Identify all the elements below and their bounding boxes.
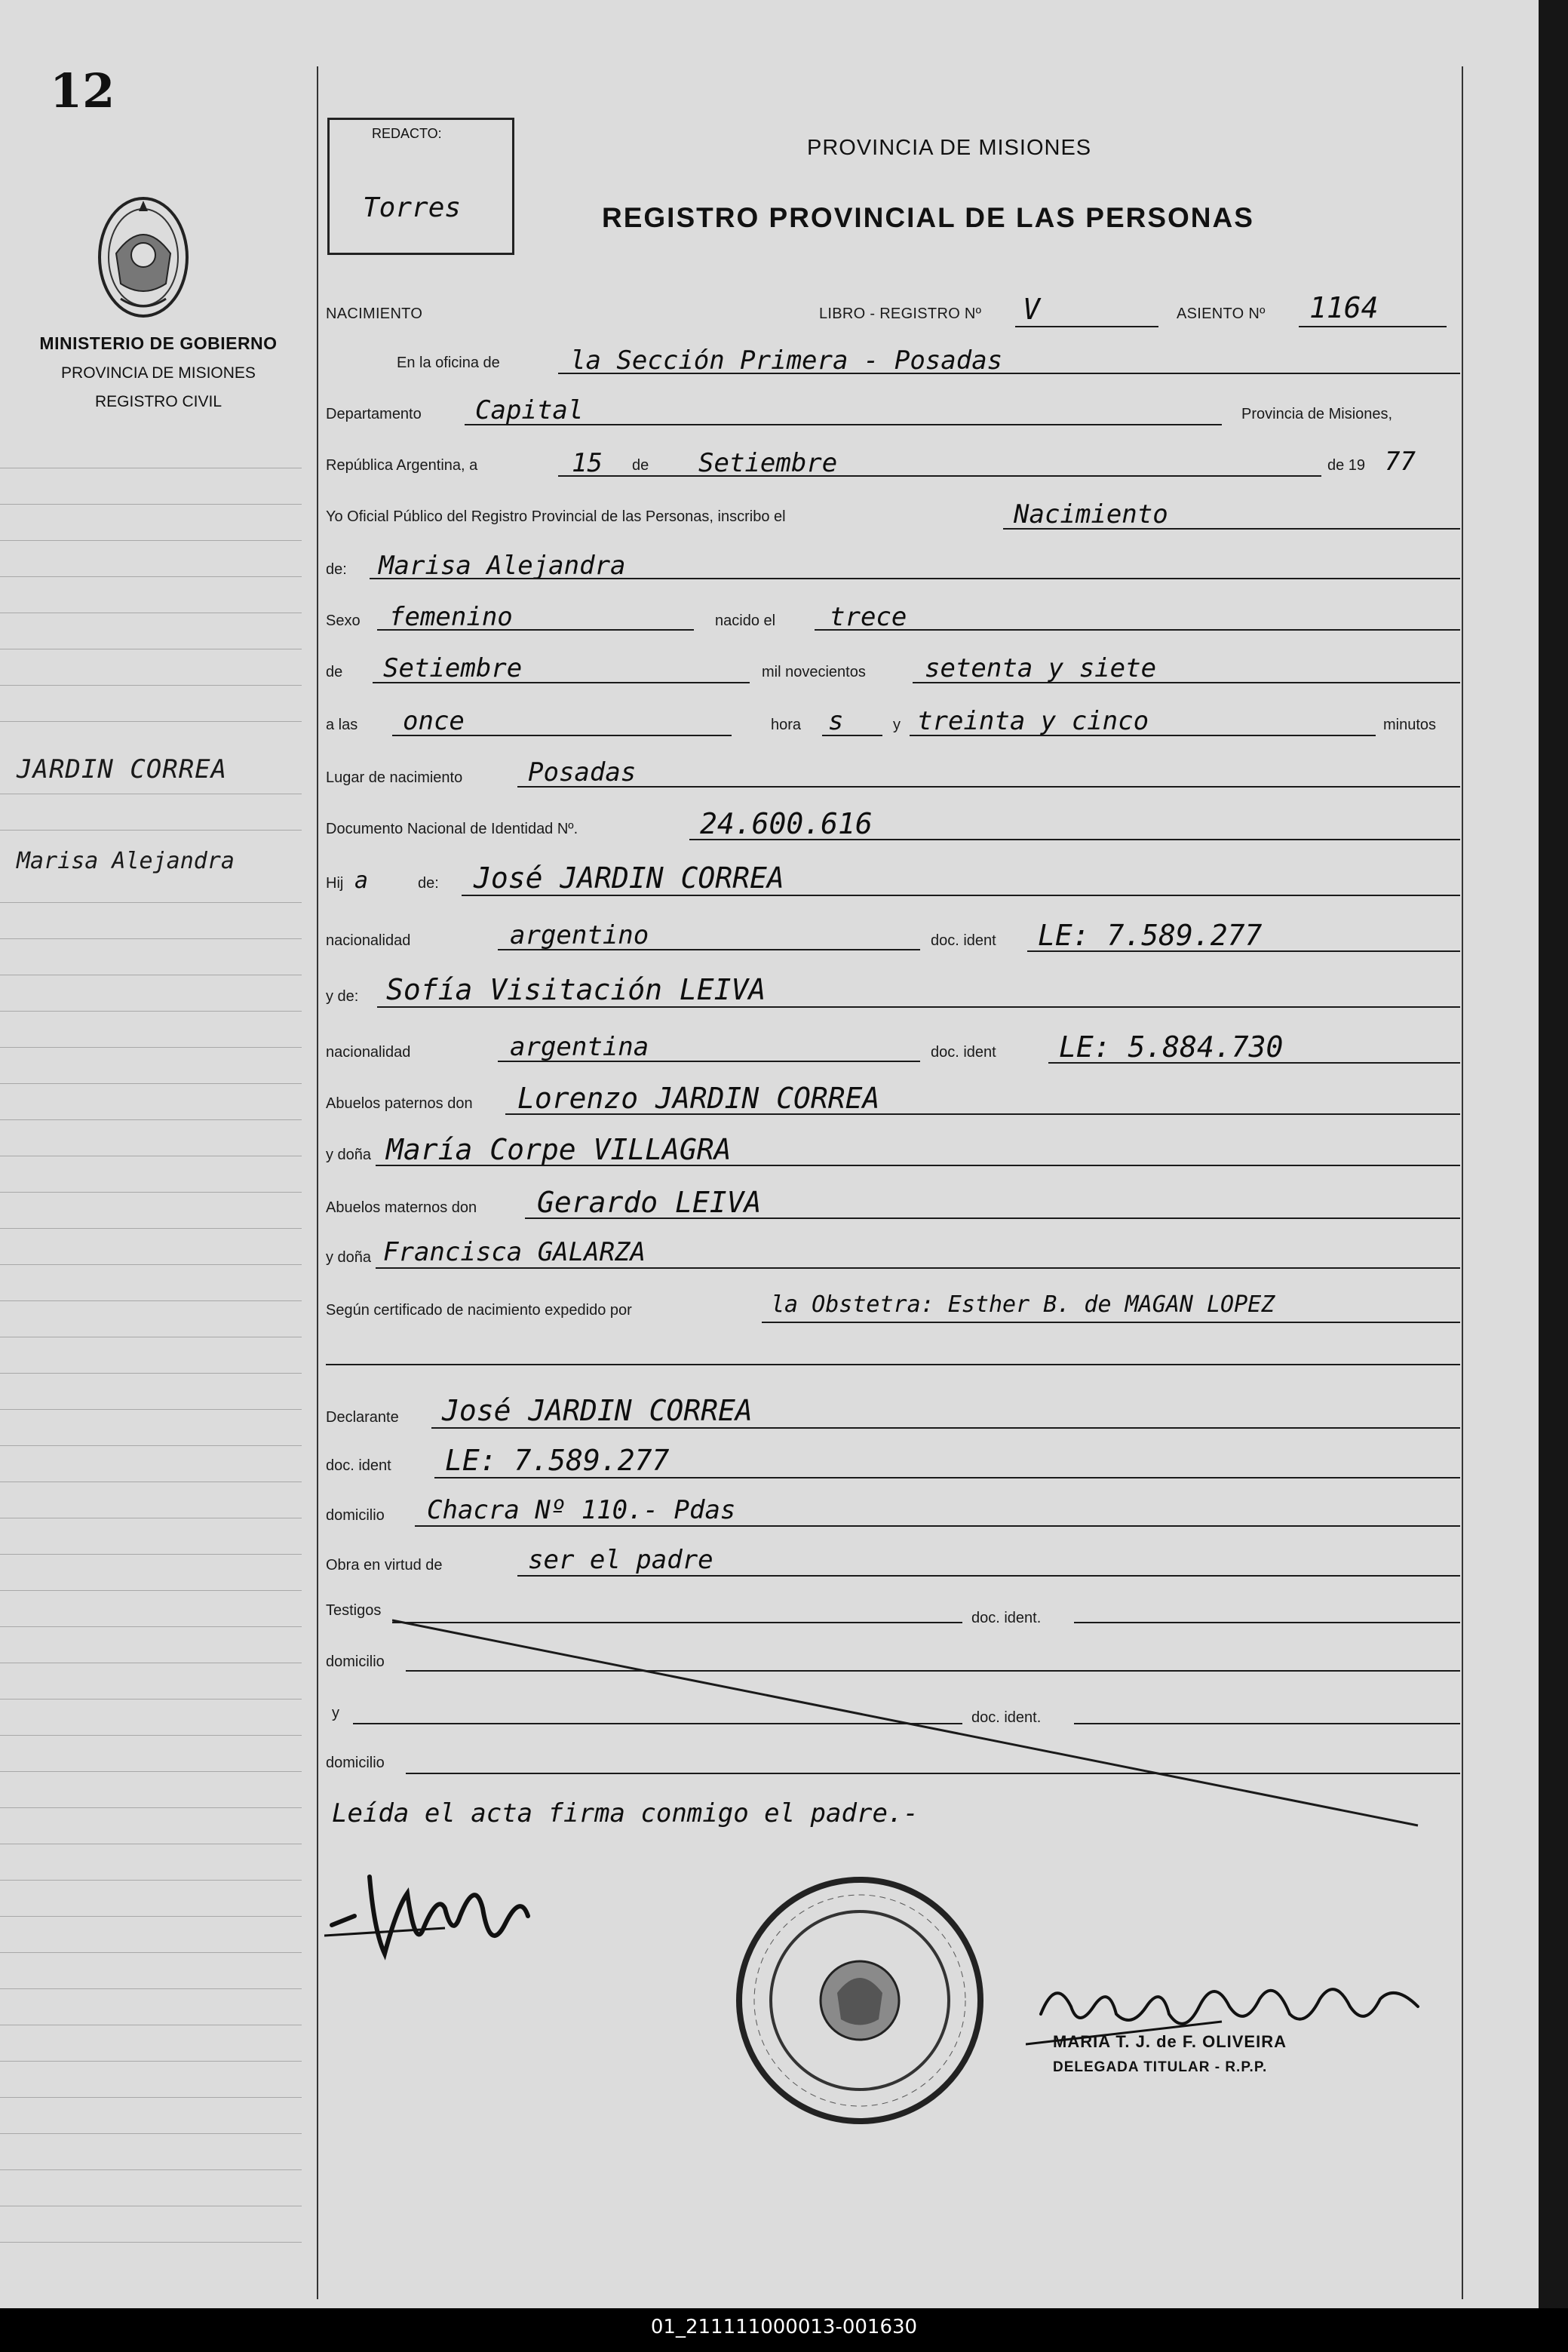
docid-father-label: doc. ident [931, 932, 996, 949]
dni-label: Documento Nacional de Identidad Nº. [326, 821, 578, 837]
declarante-label: Declarante [326, 1409, 399, 1426]
father-value: José JARDIN CORREA [474, 861, 784, 895]
hora-value: s [828, 706, 844, 736]
birth-month-value: Setiembre [383, 653, 523, 683]
redacto-box [327, 118, 514, 255]
mil-value: setenta y siete [925, 653, 1157, 683]
abuelos-maternos-label: Abuelos maternos don [326, 1199, 477, 1216]
lugar-label: Lugar de nacimiento [326, 769, 463, 786]
hijo-suffix: a [354, 867, 369, 894]
day-value: 15 [572, 448, 603, 478]
redacto-value: Torres [363, 192, 462, 223]
ministry-province: PROVINCIA DE MISIONES [61, 364, 256, 382]
abuela-paterna-label: y doña [326, 1147, 372, 1163]
declarante-value: José JARDIN CORREA [442, 1394, 753, 1427]
abuela-materna-label: y doña [326, 1249, 372, 1266]
nacimiento-label: NACIMIENTO [326, 306, 423, 322]
closing-statement: Leída el acta firma conmigo el padre.- [332, 1798, 919, 1828]
departamento-value: Capital [475, 395, 584, 425]
birth-month-de-label: de [326, 664, 343, 680]
nacido-label: nacido el [715, 613, 776, 629]
minutes-value: treinta y cinco [917, 706, 1149, 736]
registry-seal-icon [732, 1872, 988, 2129]
name-de-label: de: [326, 561, 347, 578]
docid-testigo1-label: doc. ident. [971, 1610, 1042, 1626]
oficina-label: En la oficina de [397, 355, 500, 371]
ministry-title: MINISTERIO DE GOBIERNO [39, 333, 278, 353]
sexo-label: Sexo [326, 613, 361, 629]
abuelos-paternos-label: Abuelos paternos don [326, 1095, 473, 1112]
province-heading: PROVINCIA DE MISIONES [807, 136, 1092, 160]
obra-value: ser el padre [528, 1545, 713, 1575]
ministry-block [23, 333, 294, 411]
alas-value: once [403, 706, 465, 736]
margin-given-names: Marisa Alejandra [17, 848, 235, 874]
official-title: DELEGADA TITULAR - R.P.P. [1053, 2059, 1268, 2075]
official-name: MARIA T. J. de F. OLIVEIRA [1053, 2032, 1287, 2051]
hijo-de-label: de: [418, 875, 439, 892]
minutos-label: minutos [1383, 717, 1437, 733]
asiento-label: ASIENTO Nº [1177, 306, 1266, 322]
domicilio-testigo2-label: domicilio [326, 1755, 385, 1771]
abuela-paterna-value: María Corpe VILLAGRA [386, 1133, 732, 1166]
abuelos-maternos-value: Gerardo LEIVA [537, 1186, 762, 1219]
year-label: de 19 [1327, 457, 1366, 474]
domicilio-label: domicilio [326, 1507, 385, 1524]
departamento-label: Departamento [326, 406, 422, 422]
nacionalidad-mother-value: argentina [510, 1032, 649, 1062]
nacido-value: trece [830, 602, 907, 632]
mil-label: mil novecientos [762, 664, 866, 680]
docid-mother-label: doc. ident [931, 1044, 996, 1061]
nacionalidad-father-value: argentino [510, 920, 649, 950]
asiento-value: 1164 [1309, 291, 1379, 324]
left-border-line [317, 66, 318, 2299]
abuelos-paternos-value: Lorenzo JARDIN CORREA [517, 1082, 880, 1115]
ministry-registry: REGISTRO CIVIL [94, 393, 222, 410]
docid-father-value: LE: 7.589.277 [1038, 919, 1263, 952]
docid-declarante-value: LE: 7.589.277 [445, 1444, 670, 1477]
abuela-materna-value: Francisca GALARZA [383, 1237, 646, 1267]
redacto-label: REDACTO: [372, 126, 442, 141]
nacionalidad-mother-label: nacionalidad [326, 1044, 411, 1061]
libro-label: LIBRO - REGISTRO Nº [819, 306, 982, 322]
certificado-value: la Obstetra: Esther B. de MAGAN LOPEZ [771, 1291, 1275, 1318]
docid-declarante-label: doc. ident [326, 1457, 391, 1474]
oficina-value: la Sección Primera - Posadas [570, 345, 1003, 376]
margin-surname: JARDIN CORREA [17, 754, 228, 785]
testigos-label: Testigos [326, 1602, 382, 1619]
y-label: y [893, 717, 901, 733]
obra-label: Obra en virtud de [326, 1557, 443, 1574]
alas-label: a las [326, 717, 358, 733]
y-testigo2-label: y [332, 1705, 339, 1721]
de-label: de [632, 457, 649, 474]
father-signature-icon [324, 1863, 566, 1984]
oficial-value: Nacimiento [1014, 499, 1168, 530]
provincia-label: Provincia de Misiones, [1241, 406, 1393, 422]
certificado-label: Según certificado de nacimiento expedido por [326, 1302, 632, 1319]
mother-de-label: y de: [326, 988, 359, 1005]
provincial-crest-icon [91, 186, 196, 321]
month-value: Setiembre [698, 448, 838, 478]
dni-value: 24.600.616 [700, 807, 873, 840]
sexo-value: femenino [389, 602, 513, 632]
lugar-value: Posadas [528, 757, 637, 788]
registry-heading: REGISTRO PROVINCIAL DE LAS PERSONAS [602, 202, 1254, 233]
mother-value: Sofía Visitación LEIVA [386, 973, 766, 1006]
year-value: 77 [1385, 447, 1416, 477]
hora-label: hora [771, 717, 802, 733]
domicilio-testigo1-label: domicilio [326, 1653, 385, 1670]
nacionalidad-father-label: nacionalidad [326, 932, 411, 949]
docid-testigo2-label: doc. ident. [971, 1709, 1042, 1726]
hijo-label: Hij [326, 875, 344, 892]
oficial-label: Yo Oficial Público del Registro Provincial de las Personas, inscribo el [326, 508, 786, 525]
right-border-line [1462, 66, 1463, 2299]
docid-mother-value: LE: 5.884.730 [1059, 1030, 1284, 1064]
republica-label: República Argentina, a [326, 457, 478, 474]
binding-edge [1539, 0, 1568, 2308]
libro-value: V [1023, 293, 1040, 326]
domicilio-value: Chacra Nº 110.- Pdas [427, 1495, 736, 1525]
image-identifier: 01_211111000013-001630 [650, 2316, 918, 2338]
name-value: Marisa Alejandra [379, 551, 626, 581]
page-number: 12 [50, 63, 115, 118]
